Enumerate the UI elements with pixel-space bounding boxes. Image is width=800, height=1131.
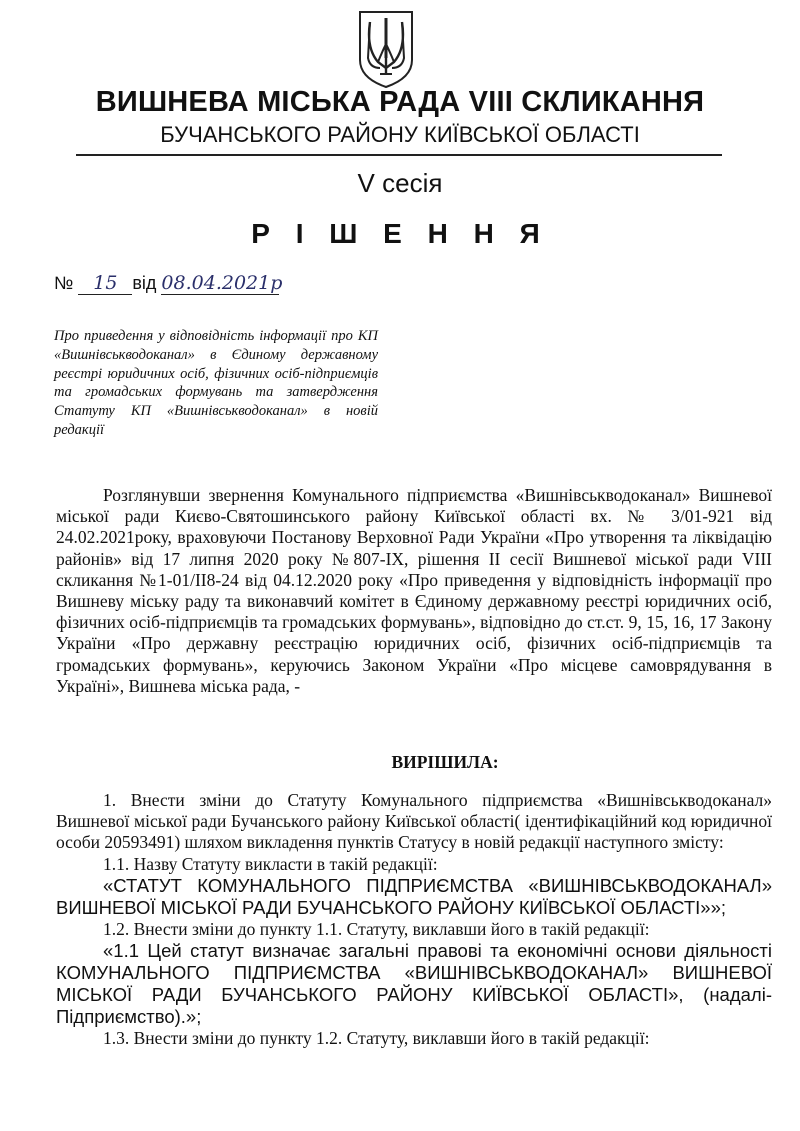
council-region: БУЧАНСЬКОГО РАЙОНУ КИЇВСЬКОЇ ОБЛАСТІ [160, 122, 640, 147]
preamble-paragraph: Розглянувши звернення Комунального підприємства «Вишнівськводоканал» Вишневої міської ради Києво-Святошинського району Київської області вх. № 3/01-921 від 24.02.2021року, враховуючи Постанову Верховної Ради України «Про утворення та ліквідацію районів» від 17 липня 2020 року №807-IX, рішення ІІ сесії Вишневої міської ради VIII скликання №1-01/ІІ8-24 від 04.12.2020 року «Про приведення у відповідність інформації про Вишневу міську раду та виконавчий комітет в Єдиному державному реєстрі юридичних осіб, фізичних осіб-підприємців та громадських формувань», відповідно до ст.ст. 9, 15, 16, 17 Закону України «Про державну реєстрацію юридичних осіб, фізичних осіб-підприємців та громадських формувань», керуючись Законом України «Про місцеве самоврядування в Україні», Вишнева міська рада, - [56, 485, 772, 696]
item-1-3: 1.3. Внести зміни до пункту 1.2. Статуту, виклавши його в такій редакції: [103, 1028, 650, 1049]
quote-2: «1.1 Цей статут визначає загальні правові та економічні основи діяльності КОМУНАЛЬНОГО ПІДПРИЄМСТВА «ВИШНІВСЬКВОДОКАНАЛ» ВИШНЕВОЇ МІСЬКОЇ РАДИ БУЧАНСЬКОГО РАЙОНУ КИЇВСЬКОЇ ОБЛАСТІ», (надалі-Підприємство).»; [56, 940, 772, 1028]
item-1-1: 1.1. Назву Статуту викласти в такій редакції: [103, 853, 438, 874]
session-title: V сесія [357, 168, 443, 198]
number-sign: № [54, 273, 74, 293]
header-divider [76, 154, 722, 156]
decision-number: 15 [93, 272, 118, 294]
decision-number-line [54, 272, 283, 295]
preamble-block [56, 485, 772, 697]
decision-subject: Про приведення у відповідність інформації про КП «Вишнівськводоканал» в Єдиному державному реєстрі юридичних осіб, фізичних осіб-підприємців та громадських формувань та затвердження Статуту КП «Вишнівськводоканал» в новій редакції [54, 328, 378, 438]
decision-date: 08.04.2021р [161, 272, 283, 294]
council-name: ВИШНЕВА МІСЬКА РАДА VIII СКЛИКАННЯ [95, 86, 705, 118]
item-1: 1. Внести зміни до Статуту Комунального підприємства «Вишнівськводоканал» Вишневої міської ради Бучанського району Київської області( ідентифікаційний код юридичної особи 20593491) шляхом викладення пунктів Статусу в новій редакції наступного змісту: [56, 790, 772, 853]
resolution-items [56, 790, 772, 1049]
document-type-title: Р І Ш Е Н Н Я [251, 218, 549, 249]
resolved-heading: ВИРІШИЛА: [391, 752, 499, 772]
quote-1: «СТАТУТ КОМУНАЛЬНОГО ПІДПРИЄМСТВА «ВИШНІВСЬКВОДОКАНАЛ» ВИШНЕВОЇ МІСЬКОЇ РАДИ БУЧАНСЬКОГО РАЙОНУ КИЇВСЬКОЇ ОБЛАСТІ»»; [56, 874, 772, 918]
item-1-2: 1.2. Внести зміни до пункту 1.1. Статуту, виклавши його в такій редакції: [103, 918, 650, 939]
from-label: від [132, 273, 157, 293]
trident-coat-of-arms-icon [356, 8, 416, 90]
